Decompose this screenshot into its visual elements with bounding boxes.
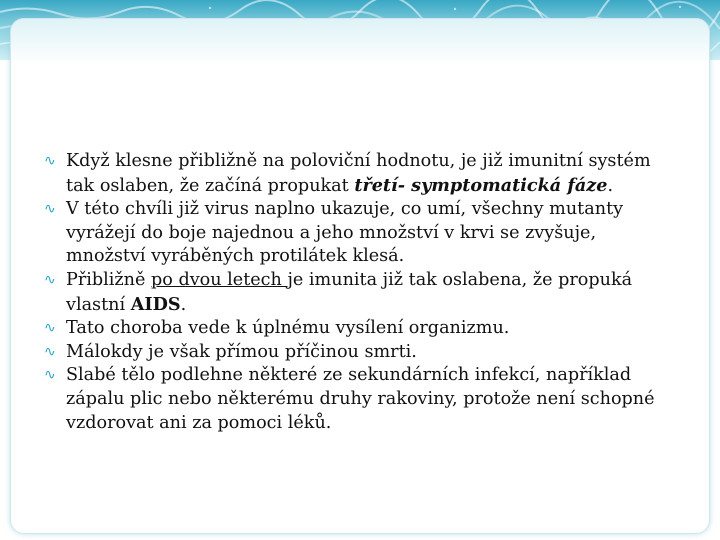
bullet-text-end: .	[607, 175, 614, 196]
bullet-bold: AIDS	[130, 293, 181, 315]
bullet-text-end: .	[180, 294, 187, 315]
bullet-emphasis: třetí- symptomatická fáze	[354, 174, 608, 196]
bullet-text: Tato choroba vede k úplnému vysílení organizmu.	[66, 318, 510, 339]
wave-bullet-icon: ∿	[44, 367, 56, 384]
bullet-text: Slabé tělo podlehne některé ze sekundárních infekcí, například zápalu plic nebo některému druhy rakoviny, protože není schopné vzdorovat ani za pomoci léků.	[66, 365, 655, 433]
frame-glow	[11, 19, 709, 65]
bullet-item	[44, 364, 664, 435]
bullet-item	[44, 269, 664, 317]
bullet-text: Když klesne přibližně na poloviční hodnotu, je již imunitní systém tak oslaben, že začíná propukat	[66, 151, 651, 196]
bullet-underlined: po dvou letech	[151, 269, 288, 290]
bullet-text: Přibližně	[66, 269, 151, 290]
bullet-text: V této chvíli již virus naplno ukazuje, co umí, všechny mutanty vyrážejí do boje najednou a jeho množství v krvi se zvyšuje, množství vyráběných protilátek klesá.	[66, 199, 624, 267]
bullet-text-mid: je imunita již tak oslabena, že propuká vlastní	[66, 269, 633, 315]
bullet-text: Málokdy je však přímou příčinou smrti.	[66, 341, 417, 362]
bullet-item	[44, 150, 664, 198]
wave-bullet-icon: ∿	[44, 201, 56, 218]
bullet-item	[44, 198, 664, 269]
wave-bullet-icon: ∿	[44, 320, 56, 337]
wave-bullet-icon: ∿	[44, 271, 56, 288]
wave-bullet-icon: ∿	[44, 343, 56, 360]
bullet-list	[44, 150, 664, 435]
bullet-item	[44, 341, 664, 365]
wave-bullet-icon: ∿	[44, 153, 56, 169]
bullet-item	[44, 317, 664, 341]
